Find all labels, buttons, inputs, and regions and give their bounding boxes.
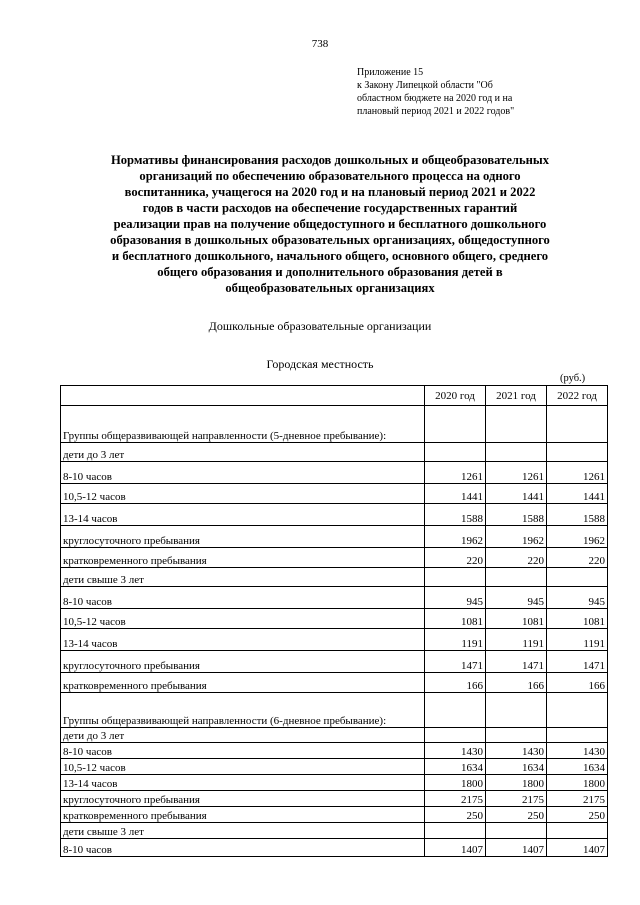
- value-cell: 1634: [547, 759, 608, 775]
- value-cell: [547, 443, 608, 462]
- value-cell: 250: [486, 807, 547, 823]
- value-cell: [486, 406, 547, 443]
- value-cell: [547, 568, 608, 587]
- table-row: [61, 775, 608, 791]
- row-label: дети до 3 лет: [61, 443, 425, 462]
- appendix-line: Приложение 15: [357, 67, 424, 78]
- value-cell: [547, 406, 608, 443]
- row-label: 13-14 часов: [61, 629, 425, 651]
- value-cell: 1407: [425, 839, 486, 857]
- title-line: организаций по обеспечению образовательного процесса на одного: [139, 169, 521, 183]
- value-cell: [425, 693, 486, 728]
- value-cell: 945: [486, 587, 547, 609]
- value-cell: 1441: [425, 484, 486, 504]
- value-cell: 1962: [547, 526, 608, 548]
- table-row: [61, 526, 608, 548]
- value-cell: 250: [425, 807, 486, 823]
- value-cell: 1191: [547, 629, 608, 651]
- funding-norms-table: [60, 385, 608, 857]
- table-row: [61, 443, 608, 462]
- value-cell: 1261: [486, 462, 547, 484]
- value-cell: 1634: [486, 759, 547, 775]
- row-label: 8-10 часов: [61, 462, 425, 484]
- appendix-note: [357, 66, 622, 118]
- row-label: круглосуточного пребывания: [61, 526, 425, 548]
- title-line: общего образования и дополнительного образования детей в: [157, 265, 503, 279]
- table-row: [61, 693, 608, 728]
- table-row: [61, 807, 608, 823]
- table-row: [61, 839, 608, 857]
- value-cell: 1962: [486, 526, 547, 548]
- value-cell: 1081: [547, 609, 608, 629]
- title-line: реализации прав на получение общедоступного и бесплатного дошкольного: [113, 217, 547, 231]
- subsection-title: Городская местность: [266, 357, 374, 371]
- page-number: 738: [311, 38, 329, 50]
- table-row: [61, 759, 608, 775]
- value-cell: 1261: [547, 462, 608, 484]
- table-body: [61, 406, 608, 857]
- table-row: [61, 406, 608, 443]
- value-cell: [547, 728, 608, 743]
- header-cell-2020: 2020 год: [425, 386, 486, 406]
- value-cell: [486, 568, 547, 587]
- title-line: общеобразовательных организациях: [225, 281, 435, 295]
- value-cell: 1588: [547, 504, 608, 526]
- row-label: 8-10 часов: [61, 743, 425, 759]
- header-cell-2021: 2021 год: [486, 386, 547, 406]
- appendix-line: областном бюджете на 2020 год и на: [357, 93, 513, 104]
- table-row: [61, 484, 608, 504]
- table-row: [61, 673, 608, 693]
- value-cell: [486, 693, 547, 728]
- table-row: [61, 743, 608, 759]
- value-cell: 1430: [486, 743, 547, 759]
- row-label: 8-10 часов: [61, 587, 425, 609]
- unit-label: (руб.): [560, 373, 586, 384]
- value-cell: 1261: [425, 462, 486, 484]
- value-cell: 220: [547, 548, 608, 568]
- value-cell: 250: [547, 807, 608, 823]
- value-cell: 1471: [547, 651, 608, 673]
- row-label: 13-14 часов: [61, 775, 425, 791]
- table-header-row: [61, 386, 608, 406]
- title-line: и бесплатного дошкольного, начального общего, основного общего, среднего: [111, 249, 549, 263]
- table-row: [61, 791, 608, 807]
- title-line: воспитанника, учащегося на 2020 год и на плановый период 2021 и 2022: [124, 185, 536, 199]
- value-cell: 1962: [425, 526, 486, 548]
- value-cell: 166: [425, 673, 486, 693]
- value-cell: 945: [425, 587, 486, 609]
- value-cell: 1407: [547, 839, 608, 857]
- document-title: [50, 152, 610, 296]
- row-label: дети до 3 лет: [61, 728, 425, 743]
- value-cell: 1191: [425, 629, 486, 651]
- value-cell: [486, 443, 547, 462]
- table-row: [61, 609, 608, 629]
- value-cell: [486, 823, 547, 839]
- row-label: Группы общеразвивающей направленности (6-дневное пребывание):: [61, 693, 425, 728]
- value-cell: 1634: [425, 759, 486, 775]
- title-line: Нормативы финансирования расходов дошкольных и общеобразовательных: [110, 153, 550, 167]
- value-cell: 1800: [486, 775, 547, 791]
- value-cell: 1471: [425, 651, 486, 673]
- value-cell: 1191: [486, 629, 547, 651]
- table-row: [61, 728, 608, 743]
- value-cell: 166: [486, 673, 547, 693]
- value-cell: 1471: [486, 651, 547, 673]
- header-cell-2022: 2022 год: [547, 386, 608, 406]
- value-cell: [425, 568, 486, 587]
- value-cell: [547, 823, 608, 839]
- value-cell: [425, 823, 486, 839]
- appendix-line: к Закону Липецкой области "Об: [357, 80, 493, 91]
- row-label: круглосуточного пребывания: [61, 651, 425, 673]
- value-cell: 2175: [547, 791, 608, 807]
- value-cell: 220: [486, 548, 547, 568]
- value-cell: [425, 406, 486, 443]
- row-label: 10,5-12 часов: [61, 609, 425, 629]
- row-label: кратковременного пребывания: [61, 673, 425, 693]
- table-row: [61, 651, 608, 673]
- value-cell: 1588: [425, 504, 486, 526]
- row-label: кратковременного пребывания: [61, 548, 425, 568]
- value-cell: 2175: [486, 791, 547, 807]
- value-cell: 1081: [425, 609, 486, 629]
- table-row: [61, 823, 608, 839]
- value-cell: 166: [547, 673, 608, 693]
- table-row: [61, 548, 608, 568]
- table-row: [61, 568, 608, 587]
- value-cell: 1441: [486, 484, 547, 504]
- section-title: Дошкольные образовательные организации: [208, 319, 432, 333]
- value-cell: 1800: [425, 775, 486, 791]
- row-label: Группы общеразвивающей направленности (5-дневное пребывание):: [61, 406, 425, 443]
- table-row: [61, 462, 608, 484]
- value-cell: 1588: [486, 504, 547, 526]
- row-label: 10,5-12 часов: [61, 484, 425, 504]
- appendix-line: плановый период 2021 и 2022 годов": [357, 106, 515, 117]
- value-cell: 1430: [425, 743, 486, 759]
- row-label: дети свыше 3 лет: [61, 568, 425, 587]
- row-label: 10,5-12 часов: [61, 759, 425, 775]
- value-cell: [547, 693, 608, 728]
- value-cell: 945: [547, 587, 608, 609]
- value-cell: 1441: [547, 484, 608, 504]
- row-label: кратковременного пребывания: [61, 807, 425, 823]
- value-cell: 2175: [425, 791, 486, 807]
- table-row: [61, 504, 608, 526]
- table-row: [61, 629, 608, 651]
- value-cell: 1081: [486, 609, 547, 629]
- value-cell: [425, 728, 486, 743]
- value-cell: 1407: [486, 839, 547, 857]
- row-label: дети свыше 3 лет: [61, 823, 425, 839]
- table-row: [61, 587, 608, 609]
- value-cell: [425, 443, 486, 462]
- row-label: 13-14 часов: [61, 504, 425, 526]
- value-cell: [486, 728, 547, 743]
- header-cell-label: [61, 386, 425, 406]
- title-line: образования в дошкольных образовательных организациях, общедоступного: [110, 233, 550, 247]
- row-label: 8-10 часов: [61, 839, 425, 857]
- row-label: круглосуточного пребывания: [61, 791, 425, 807]
- value-cell: 1800: [547, 775, 608, 791]
- value-cell: 220: [425, 548, 486, 568]
- title-line: годов в части расходов на обеспечение государственных гарантий: [142, 201, 518, 215]
- value-cell: 1430: [547, 743, 608, 759]
